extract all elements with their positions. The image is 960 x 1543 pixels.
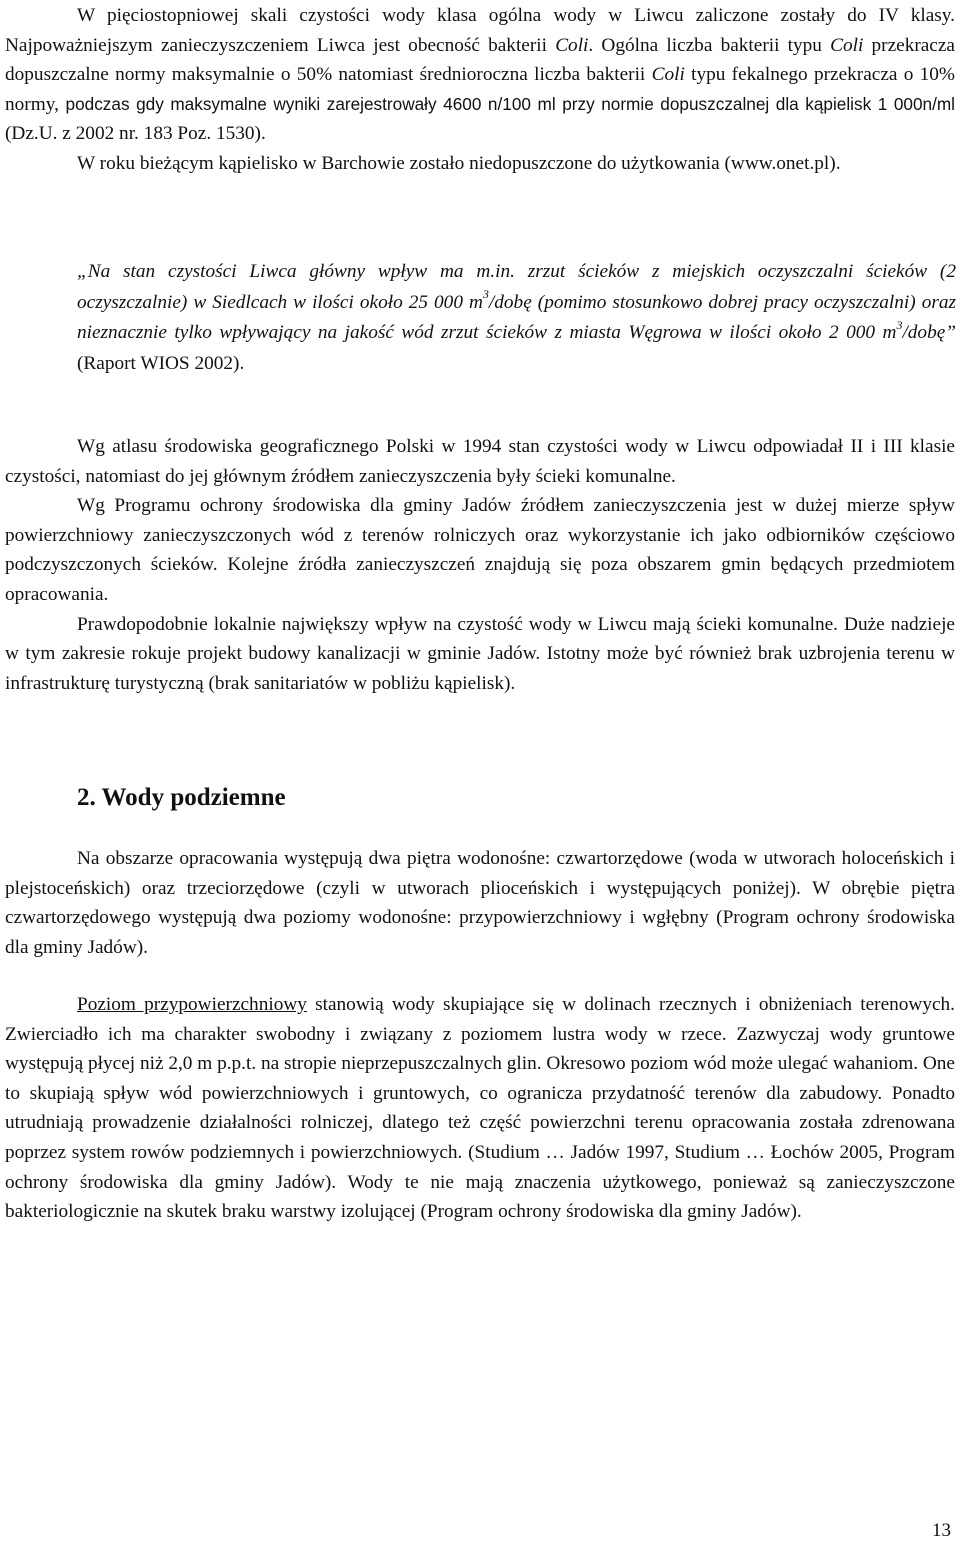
surface-level-paragraph-wrap — [5, 990, 955, 1227]
sans-serif-text: podczas gdy maksymalne wyniki zarejestrowały 4600 n/100 ml przy normie dopuszczalnej dla kąpielisk 1 000n/ml — [65, 93, 956, 114]
quote-source: (Raport WIOS 2002). — [77, 352, 245, 374]
surface-level-paragraph: Poziom przypowierzchniowy stanowią wody skupiające się w dolinach rzecznych i obniżeniach terenowych. Zwierciadło ich ma charakter swobodny i związany z poziomem lustra wody w rzece. Zazwyczaj wody gruntowe występują płycej niż 2,0 m p.p.t. na stropie nieprzepuszczalnych glin. Okresowo poziom wód może ulegać wahaniom. One to skupiają spływ wód powierzchniowych i gruntowych, co ogranicza przydatność terenów dla zabudowy. Ponadto utrudniają prowadzenie działalności rolniczej, dlatego też część powierzchni terenu opracowania została zdrenowana poprzez system rowów podziemnych i powierzchniowych. (Studium … Jadów 1997, Studium … Łochów 2005, Program ochrony środowiska dla gminy Jadów). Wody te nie mają znaczenia użytkowego, ponieważ są zanieczyszczone bakteriologicznie na skutek braku warstwy izolującej (Program ochrony środowiska dla gminy Jadów). — [5, 994, 956, 1223]
aquifers-paragraph-wrap — [5, 844, 955, 962]
program-paragraph: Wg Programu ochrony środowiska dla gminy Jadów źródłem zanieczyszczenia jest w dużej mierze spływ powierzchniowy zanieczyszczonych wód z terenów rolniczych oraz wykorzystanie ich jako odbiorników częściowo podczyszczonych ścieków. Kolejne źródła zanieczyszczeń znajdują się poza obszarem gmin będących przedmiotem opracowania. — [5, 495, 955, 605]
atlas-paragraph: Wg atlasu środowiska geograficznego Polski w 1994 stan czystości wody w Liwcu odpowiadał II i III klasie czystości, natomiast do jej głównym źródłem zanieczyszczenia były ścieki komunalne. — [5, 436, 955, 487]
coli-bacteria-paragraph — [5, 1, 955, 179]
paragraph-text: W pięciostopniowej skali czystości wody klasa ogólna wody w Liwcu zaliczone zostały do IV klasy. Najpoważniejszym zanieczyszczeniem Liwca jest obecność bakterii Coli. Ogólna liczba bakterii typu Coli przekracza dopuszczalne normy maksymalnie o 50% natomiast średnioroczna liczba bakterii Coli typu fekalnego przekracza o 10% normy, podczas gdy maksymalne wyniki zarejestrowały 4600 n/100 ml przy normie dopuszczalnej dla kąpielisk 1 000n/ml (Dz.U. z 2002 nr. 183 Poz. 1530). — [5, 5, 956, 145]
underlined-term: Poziom przypowierzchniowy — [77, 994, 307, 1015]
bathing-area-paragraph: W roku bieżącym kąpielisko w Barchowie zostało niedopuszczone do użytkowania (www.onet.pl). — [77, 152, 841, 174]
quote-text: „Na stan czystości Liwca główny wpływ ma m.in. zrzut ścieków z miejskich oczyszczalni ścieków (2 oczyszczalnie) w Siedlcach w ilości około 25 000 $m^3$/dobę (pomimo stosunkowo dobrej pracy oczyszczalni) oraz nieznacznie tylko wpływający na jakość wód zrzut ścieków z miasta Węgrowa w ilości około 2 000 $m^3$/dobę” (Raport WIOS 2002). — [77, 261, 956, 374]
section-heading: 2. Wody podziemne — [77, 784, 286, 811]
aquifers-paragraph: Na obszarze opracowania występują dwa piętra wodonośne: czwartorzędowe (woda w utworach holoceńskich i plejstoceńskich) oraz trzeciorzędowe (czyli w utworach plioceńskich i występujących poniżej). W obrębie piętra czwartorzędowego występują dwa poziomy wodonośne: przypowierzchniowy i wgłębny (Program ochrony środowiska dla gminy Jadów). — [5, 848, 955, 958]
water-quality-section — [5, 432, 955, 698]
report-quote — [77, 257, 956, 379]
sewage-paragraph: Prawdopodobnie lokalnie największy wpływ na czystość wody w Liwcu mają ścieki komunalne. Duże nadzieje w tym zakresie rokuje projekt budowy kanalizacji w gminie Jadów. Istotny może być również brak uzbrojenia terenu w infrastrukturę turystyczną (brak sanitariatów w pobliżu kąpielisk). — [5, 613, 955, 694]
page-number: 13 — [932, 1520, 951, 1541]
